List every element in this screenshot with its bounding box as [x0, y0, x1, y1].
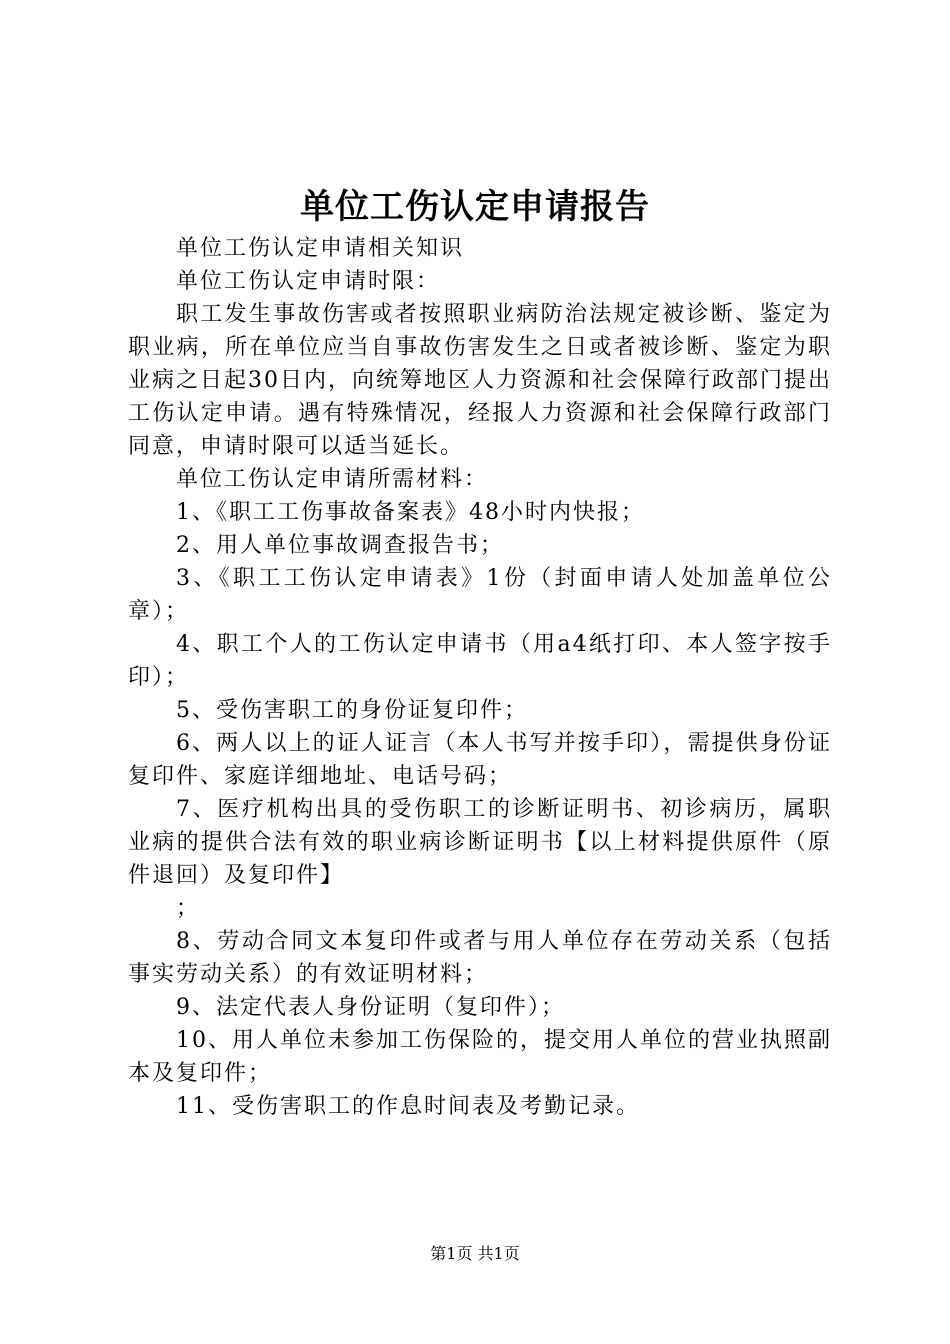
- document-title: 单位工伤认定申请报告: [300, 187, 650, 227]
- paragraph-materials-heading: 单位工伤认定申请所需材料：: [176, 467, 489, 492]
- paragraph-time-limit-heading: 单位工伤认定申请时限：: [176, 269, 441, 294]
- list-item-1: 1、《职工工伤事故备案表》48小时内快报；: [176, 500, 645, 525]
- paragraph-time-limit-body: 职工发生事故伤害或者按照职业病防治法规定被诊断、鉴定为职业病，所在单位应当自事故伤害发生之日或者被诊断、鉴定为职业病之日起30日内，向统筹地区人力资源和社会保障行政部门提出工伤认定申请。遇有特殊情况，经报人力资源和社会保障行政部门同意，申请时限可以适当延长。: [128, 302, 832, 459]
- list-item-4: 4、职工个人的工伤认定申请书（用a4纸打印、本人签字按手印）；: [128, 632, 832, 690]
- list-item-10: 10、用人单位未参加工伤保险的，提交用人单位的营业执照副本及复印件；: [128, 1028, 832, 1086]
- list-item-9: 9、法定代表人身份证明（复印件）；: [176, 995, 565, 1020]
- list-item-6: 6、两人以上的证人证言（本人书写并按手印），需提供身份证复印件、家庭详细地址、电话号码；: [128, 731, 832, 789]
- document-body: [128, 232, 832, 1123]
- list-item-2: 2、用人单位事故调查报告书；: [176, 533, 504, 558]
- list-item-7: 7、医疗机构出具的受伤职工的诊断证明书、初诊病历，属职业病的提供合法有效的职业病诊断证明书【以上材料提供原件（原件退回）及复印件】: [128, 797, 832, 888]
- page-footer: 第1页 共1页: [430, 1244, 520, 1263]
- list-item-5: 5、受伤害职工的身份证复印件；: [176, 698, 528, 723]
- paragraph-knowledge-heading: 单位工伤认定申请相关知识: [176, 236, 465, 261]
- list-item-3: 3、《职工工伤认定申请表》1份（封面申请人处加盖单位公章）；: [128, 566, 832, 624]
- list-item-8: 8、劳动合同文本复印件或者与用人单位存在劳动关系（包括事实劳动关系）的有效证明材料；: [128, 929, 832, 987]
- list-item-11: 11、受伤害职工的作息时间表及考勤记录。: [176, 1094, 640, 1119]
- list-item-7-continuation: ；: [176, 896, 201, 921]
